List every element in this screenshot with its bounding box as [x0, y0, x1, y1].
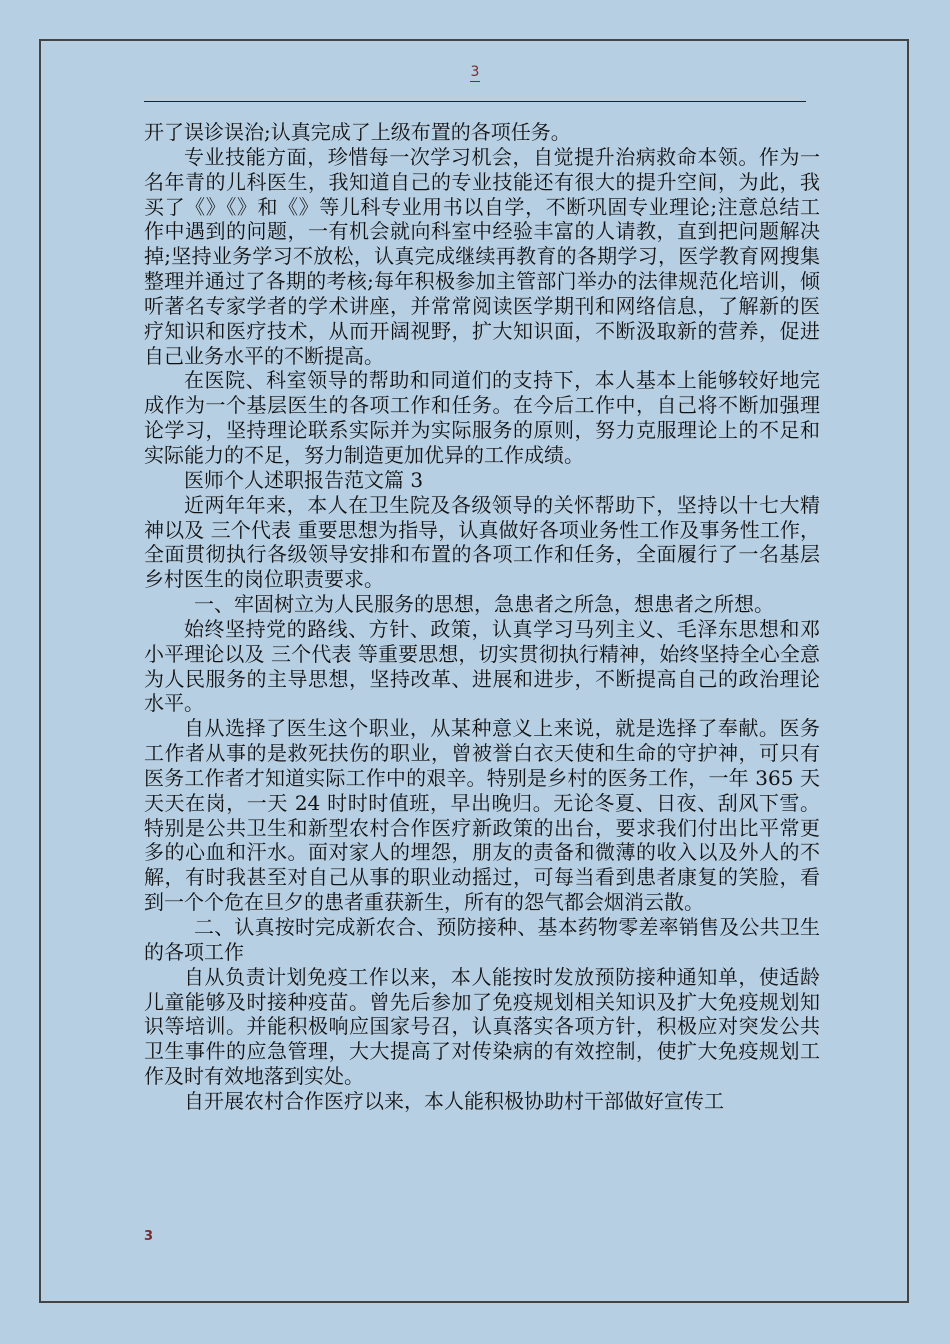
paragraph-professional-skills: 专业技能方面，珍惜每一次学习机会，自觉提升治病救命本领。作为一名年青的儿科医生，我知道自己的专业技能还有很大的提升空间，为此，我买了《》《》和《》等儿科专业用书以自学，不断巩固专业理论;注意总结工作中遇到的问题，一有机会就向科室中经验丰富的人请教，直到把问题解决掉;坚持业务学习不放松，认真完成继续再教育的各期学习，医学教育网搜集整理并通过了各期的考核;每年积极参加主管部门举办的法律规范化培训，倾听著名专家学者的学术讲座，并常常阅读医学期刊和网络信息，了解新的医疗知识和医疗技术，从而开阔视野，扩大知识面，不断汲取新的营养，促进自己业务水平的不断提高。: [144, 144, 820, 368]
paragraph-cooperative-medical: 自开展农村合作医疗以来，本人能积极协助村干部做好宣传工: [184, 1088, 724, 1113]
section-heading: 医师个人述职报告范文篇 3: [184, 467, 424, 492]
subheading-one: 一、牢固树立为人民服务的思想，急患者之所急，想患者之所想。: [194, 592, 774, 617]
paragraph-immunization: 自从负责计划免疫工作以来，本人能按时发放预防接种通知单，使适龄儿童能够及时接种疫苗。曾先后参加了免疫规划相关知识及扩大免疫规划知识等培训。并能积极响应国家号召，认真落实各项方针，积极应对突发公共卫生事件的应急管理，大大提高了对传染病的有效控制，使扩大免疫规划工作及时有效地落到实处。: [144, 964, 820, 1089]
footer-page-number: 3: [144, 1229, 154, 1244]
paragraph-dedication: 自从选择了医生这个职业，从某种意义上来说，就是选择了奉献。医务工作者从事的是救死扶伤的职业，曾被誉白衣天使和生命的守护神，可只有医务工作者才知道实际工作中的艰辛。特别是乡村的医务工作，一年 365 天天天在岗，一天 24 时时时值班，早出晚归。无论冬夏、日夜、刮风下雪。特别是公共卫生和新型农村合作医疗新政策的出台，要求我们付出比平常更多的心血和汗水。面对家人的埋怨，朋友的责备和微薄的收入以及外人的不解，有时我甚至对自己从事的职业动摇过，可每当看到患者康复的笑脸，看到一个个危在旦夕的患者重获新生，所有的怨气都会烟消云散。: [144, 716, 820, 915]
paragraph-continuation: 开了误诊误治;认真完成了上级布置的各项任务。: [144, 120, 571, 144]
paragraph-intro: 近两年年来，本人在卫生院及各级领导的关怀帮助下，坚持以十七大精神以及 三个代表 重要思想为指导，认真做好各项业务性工作及事务性工作，全面贯彻执行各级领导安排和布置的各项工作和任务，全面履行了一名基层乡村医生的岗位职责要求。: [144, 492, 820, 592]
document-body: [144, 120, 820, 1114]
paragraph-conclusion: 在医院、科室领导的帮助和同道们的支持下，本人基本上能够较好地完成作为一个基层医生的各项工作和任务。在今后工作中，自己将不断加强理论学习，坚持理论联系实际并为实际服务的原则，努力克服理论上的不足和实际能力的不足，努力制造更加优异的工作成绩。: [144, 368, 820, 467]
header-page-number: [0, 64, 950, 80]
header-divider: [144, 101, 806, 102]
paragraph-political: 始终坚持党的路线、方针、政策，认真学习马列主义、毛泽东思想和邓小平理论以及 三个代表 等重要思想，切实贯彻执行精神，始终坚持全心全意为人民服务的主导思想，坚持改革、进展和进步，不断提高自己的政治理论水平。: [144, 616, 820, 716]
subheading-two: 二、认真按时完成新农合、预防接种、基本药物零差率销售及公共卫生的各项工作: [144, 915, 820, 964]
header-page-number-text: 3: [470, 64, 480, 80]
